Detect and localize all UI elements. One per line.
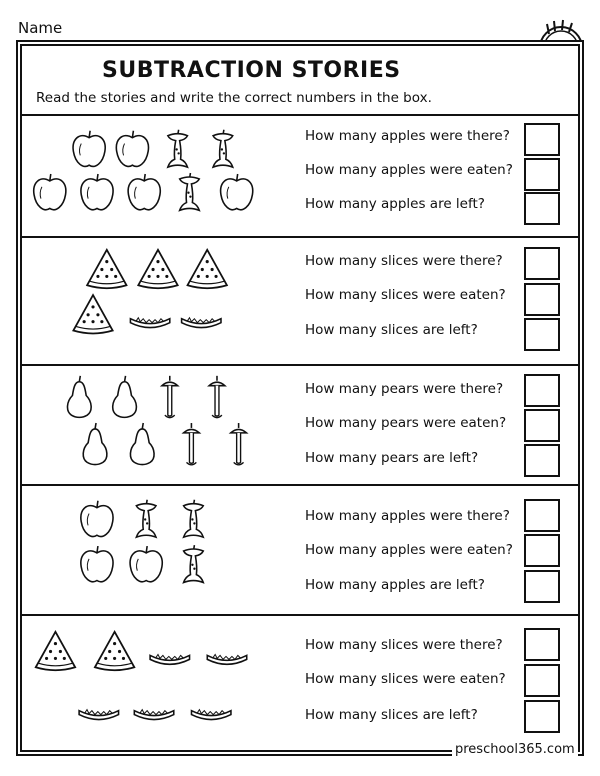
watermelon-rind-icon — [207, 654, 246, 664]
answer-box[interactable] — [524, 158, 560, 191]
answer-box[interactable] — [524, 499, 560, 532]
story-pictures — [22, 616, 292, 756]
pear-core-icon — [184, 423, 200, 465]
story-pictures — [22, 238, 292, 364]
apple-icon — [73, 131, 105, 167]
question-text: How many apples were there? — [305, 508, 510, 524]
apple-core-icon — [184, 545, 204, 582]
name-label: Name — [18, 19, 63, 37]
answer-box[interactable] — [524, 247, 560, 280]
question-text: How many slices were there? — [305, 637, 503, 653]
question-text: How many apples were eaten? — [305, 162, 513, 178]
story-section-3 — [22, 364, 578, 484]
watermelon-rind-icon — [79, 710, 118, 720]
question-text: How many apples are left? — [305, 196, 485, 212]
watermelon-rind-icon — [150, 654, 189, 664]
apple-icon — [116, 131, 148, 167]
story-pictures — [22, 116, 292, 236]
story-section-4 — [22, 484, 578, 614]
apple-icon — [81, 546, 113, 582]
story-section-2 — [22, 236, 578, 364]
answer-box[interactable] — [524, 283, 560, 316]
question-text: How many apples are left? — [305, 577, 485, 593]
watermelon-slice-icon — [188, 250, 227, 288]
answer-box[interactable] — [524, 570, 560, 603]
pear-icon — [130, 423, 154, 465]
pear-core-icon — [209, 376, 225, 418]
watermelon-rind-icon — [182, 318, 221, 328]
worksheet-header — [22, 46, 578, 114]
question-text: How many slices were there? — [305, 253, 503, 269]
answer-box[interactable] — [524, 700, 560, 733]
question-text: How many slices are left? — [305, 707, 478, 723]
instructions-text: Read the stories and write the correct numbers in the box. — [36, 90, 432, 106]
question-text: How many slices were eaten? — [305, 671, 506, 687]
question-text: How many apples were eaten? — [305, 542, 513, 558]
apple-core-icon — [136, 500, 156, 537]
apple-core-icon — [184, 500, 204, 537]
watermelon-rind-icon — [192, 710, 231, 720]
answer-box[interactable] — [524, 318, 560, 351]
answer-box[interactable] — [524, 409, 560, 442]
apple-icon — [34, 174, 66, 210]
apple-core-icon — [168, 130, 188, 167]
answer-box[interactable] — [524, 664, 560, 697]
watermelon-rind-icon — [130, 318, 169, 328]
page-title: SUBTRACTION STORIES — [102, 58, 401, 83]
question-text: How many pears were there? — [305, 381, 504, 397]
apple-core-icon — [180, 173, 200, 210]
watermelon-slice-icon — [95, 632, 134, 670]
watermelon-rind-icon — [134, 710, 173, 720]
watermelon-slice-icon — [138, 250, 177, 288]
footer-credit: preschool365.com — [452, 742, 578, 757]
answer-box[interactable] — [524, 534, 560, 567]
watermelon-slice-icon — [87, 250, 126, 288]
question-text: How many slices were eaten? — [305, 287, 506, 303]
story-pictures — [22, 366, 292, 484]
pear-core-icon — [162, 376, 178, 418]
answer-box[interactable] — [524, 444, 560, 477]
answer-box[interactable] — [524, 192, 560, 225]
apple-core-icon — [213, 130, 233, 167]
worksheet — [16, 40, 584, 756]
pear-core-icon — [231, 423, 247, 465]
apple-icon — [221, 174, 253, 210]
question-text: How many apples were there? — [305, 128, 510, 144]
question-text: How many slices are left? — [305, 322, 478, 338]
apple-icon — [81, 501, 113, 537]
answer-box[interactable] — [524, 628, 560, 661]
story-pictures — [22, 486, 292, 614]
apple-icon — [81, 174, 113, 210]
apple-icon — [130, 546, 162, 582]
watermelon-slice-icon — [36, 632, 75, 670]
pear-icon — [83, 423, 107, 465]
story-section-5 — [22, 614, 578, 756]
question-text: How many pears are left? — [305, 450, 479, 466]
question-text: How many pears were eaten? — [305, 415, 507, 431]
answer-box[interactable] — [524, 374, 560, 407]
answer-box[interactable] — [524, 123, 560, 156]
watermelon-slice-icon — [73, 295, 112, 333]
pear-icon — [113, 376, 137, 418]
pear-icon — [67, 376, 91, 418]
apple-icon — [128, 174, 160, 210]
story-section-1 — [22, 114, 578, 236]
